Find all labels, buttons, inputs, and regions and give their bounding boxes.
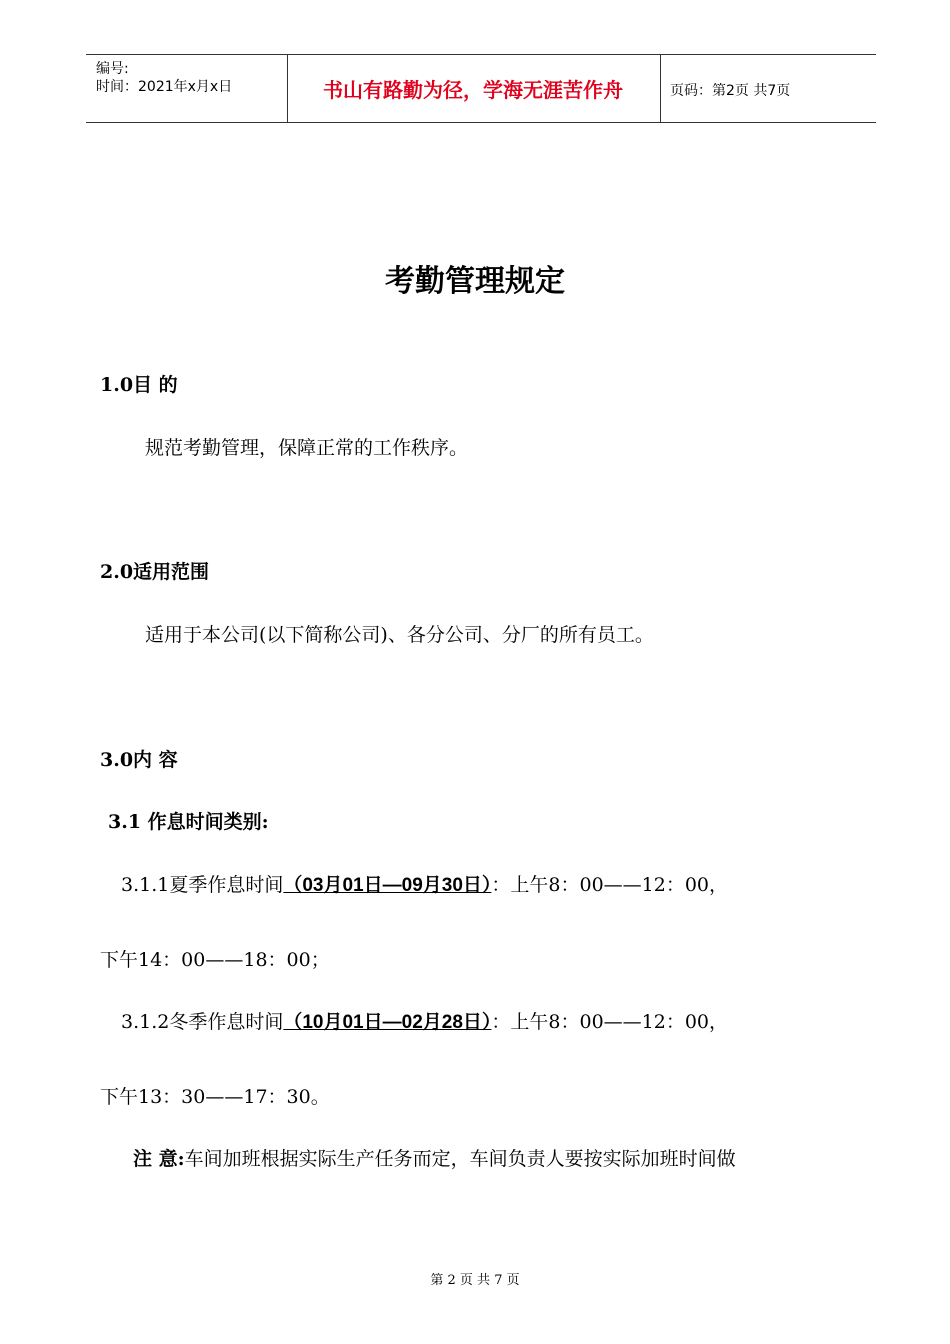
winter-schedule-line <box>121 1007 728 1034</box>
header-time-label: 时间：2021年x月x日 <box>96 79 233 95</box>
section-1-body: 规范考勤管理，保障正常的工作秩序。 <box>145 437 469 459</box>
header-divider-right <box>660 54 661 122</box>
winter-schedule-afternoon: 下午13：30——17：30。 <box>100 1086 330 1108</box>
page-footer: 第 2 页 共 7 页 <box>430 1273 520 1288</box>
header-motto: 书山有路勤为径，学海无涯苦作舟 <box>323 78 623 102</box>
header-bottom-rule <box>86 122 876 123</box>
summer-schedule-morning: ：上午8：00——12：00， <box>491 874 729 896</box>
summer-schedule-line <box>121 870 728 897</box>
section-2-heading: 2.0适用范围 <box>100 561 210 583</box>
note-text: 车间加班根据实际生产任务而定，车间负责人要按实际加班时间做 <box>184 1148 736 1170</box>
winter-schedule-prefix: 3.1.2冬季作息时间 <box>121 1011 284 1033</box>
header-number-label: 编号: <box>96 61 129 77</box>
note-label: 注 意: <box>133 1148 185 1170</box>
header-page-label: 页码：第2页 共7页 <box>670 83 791 99</box>
section-3-heading: 3.0内 容 <box>100 749 178 771</box>
section-2-body: 适用于本公司(以下简称公司)、各分公司、分厂的所有员工。 <box>145 624 654 646</box>
section-3-1-heading: 3.1 作息时间类别: <box>108 811 269 833</box>
header-top-rule <box>86 54 876 55</box>
note-line <box>133 1144 736 1171</box>
winter-date-range: （10月01日—02月28日） <box>283 1012 492 1033</box>
summer-date-range: （03月01日—09月30日） <box>283 875 492 896</box>
winter-schedule-morning: ：上午8：00——12：00， <box>491 1011 729 1033</box>
section-1-heading: 1.0目 的 <box>100 374 178 396</box>
document-title: 考勤管理规定 <box>385 264 565 299</box>
summer-schedule-prefix: 3.1.1夏季作息时间 <box>121 874 284 896</box>
summer-schedule-afternoon: 下午14：00——18：00； <box>100 949 330 971</box>
